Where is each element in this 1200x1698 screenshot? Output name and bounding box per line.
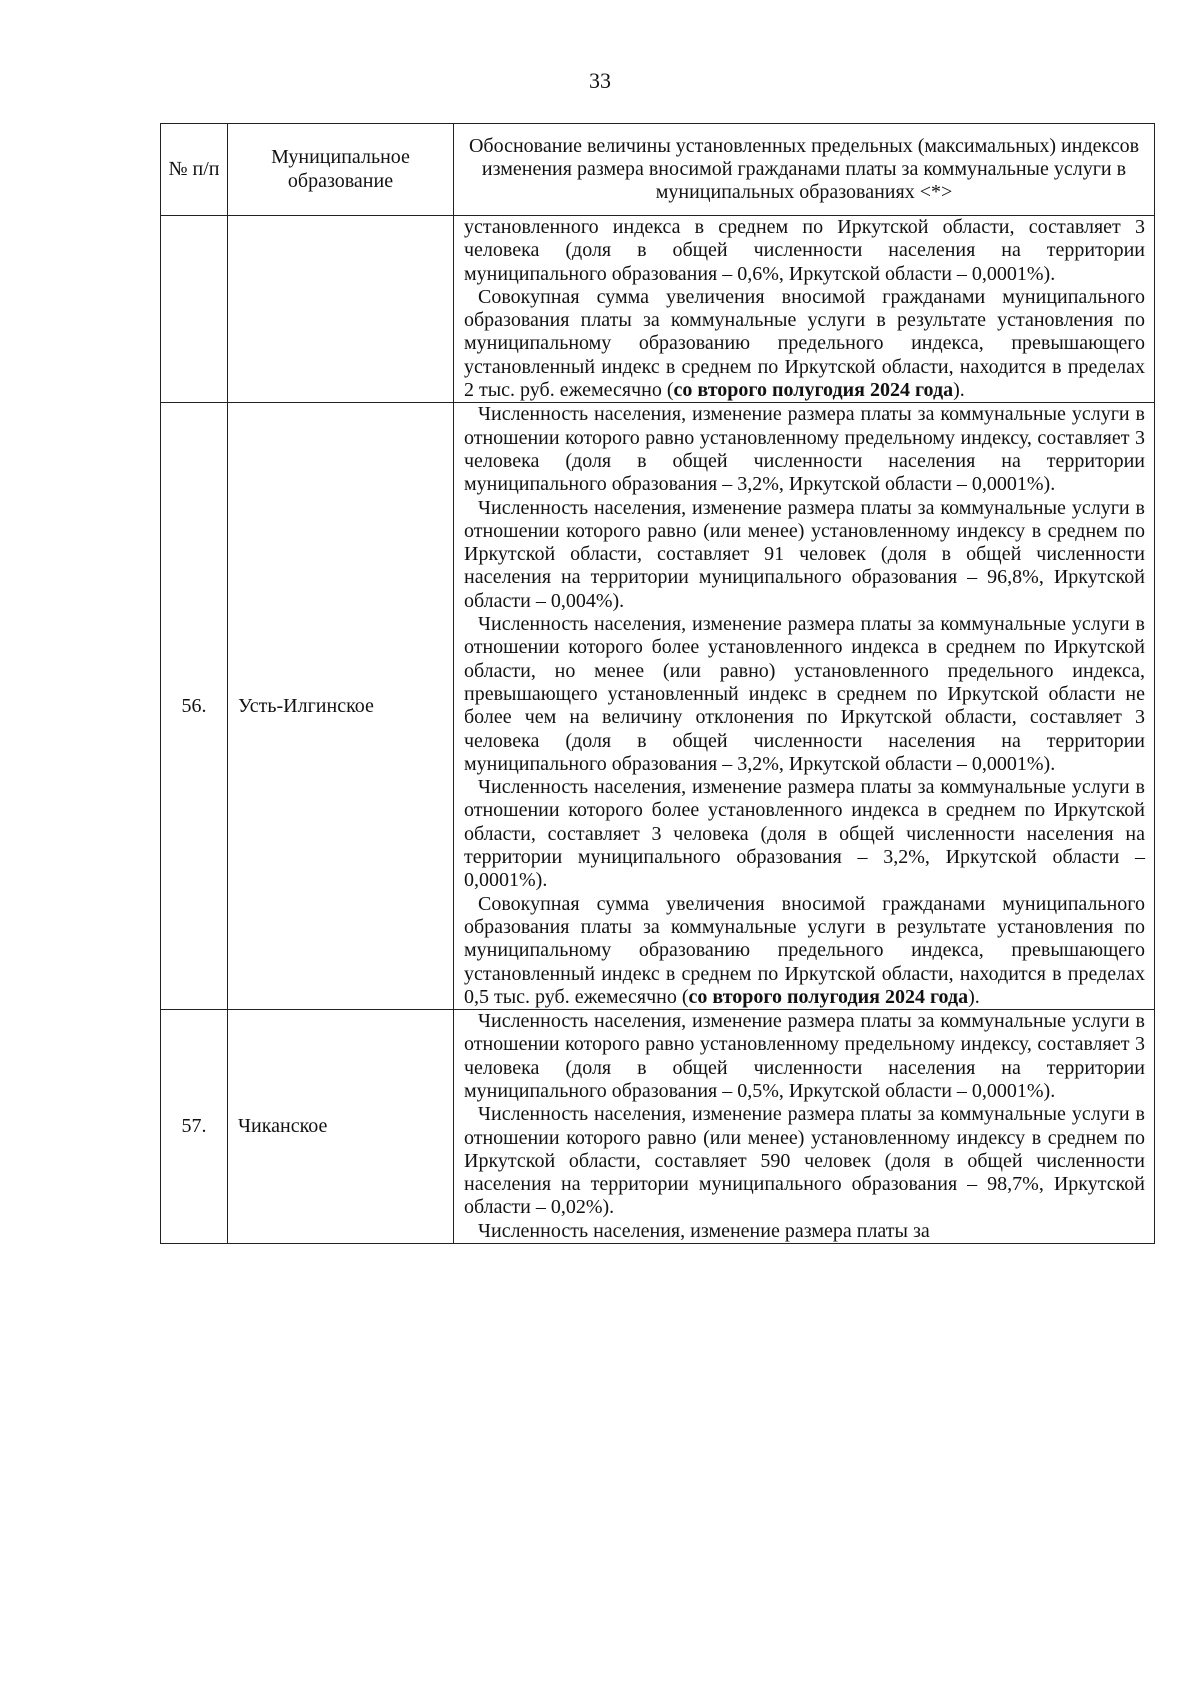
table-row [161,216,1155,403]
period-emphasis: со второго полугодия 2024 года [688,985,969,1008]
table-header [161,124,1155,216]
paragraph-end: ). [968,985,980,1008]
paragraph: Численность населения, изменение размера платы за коммунальные услуги в отношении которого равно (или менее) установленному индексу в среднем по Иркутской области, составляет 91 человек (доля в общей численности населения на территории муниципального образования – 96,8%, Иркутской области – 0,004%). [464,496,1145,612]
paragraph [464,286,1145,402]
paragraph-text: Совокупная сумма увеличения вносимой гражданами муниципального образования платы за коммунальные услуги в результате установления по муниципальному образованию предельного индекса, превышающего установленный индекс в среднем по Иркутской области, находится в пределах 2 тыс. руб. ежемесячно ( [464,285,1145,402]
paragraph-end: ). [953,379,965,402]
paragraph: Численность населения, изменение размера платы за коммунальные услуги в отношении которого равно установленному предельному индексу, составляет 3 человека (доля в общей численности населения на территории муниципального образования – 3,2%, Иркутской области – 0,0001%). [464,403,1145,496]
paragraph: Численность населения, изменение размера платы за коммунальные услуги в отношении которого более установленного индекса в среднем по Иркутской области, составляет 3 человека (доля в общей численности населения на территории муниципального образования – 3,2%, Иркутской области – 0,0001%). [464,776,1145,892]
paragraph: Численность населения, изменение размера платы за [478,1219,930,1242]
paragraph: Численность населения, изменение размера платы за коммунальные услуги в отношении которого равно установленному предельному индексу, составляет 3 человека (доля в общей численности населения на территории муниципального образования – 0,5%, Иркутской области – 0,0001%). [464,1010,1145,1102]
paragraph: Численность населения, изменение размера платы за коммунальные услуги в отношении которого равно (или менее) установленному индексу в среднем по Иркутской области, составляет 590 человек (доля в общей численности населения на территории муниципального образования – 98,7%, Иркутской области – 0,02%). [464,1103,1145,1219]
municipality-name: Чиканское [228,1010,454,1244]
municipality-name [228,216,454,403]
period-emphasis: со второго полугодия 2024 года [673,379,954,402]
paragraph [464,893,1145,1009]
paragraph: Численность населения, изменение размера платы за коммунальные услуги в отношении которого более установленного индекса в среднем по Иркутской области, но менее (или равно) установленного предельного индекса, превышающего установленный индекс в среднем по Иркутской области не более чем на величину отклонения по Иркутской области, составляет 3 человека (доля в общей численности населения на территории муниципального образования – 3,2%, Иркутской области – 0,0001%). [464,613,1145,775]
row-number: 57. [161,1010,228,1244]
justification-cell [454,216,1155,403]
header-municipality: Муниципальное образование [228,124,454,216]
justification-table [160,123,1155,1244]
row-number: 56. [161,403,228,1010]
table-row [161,403,1155,1010]
table-row [161,1010,1155,1244]
row-number [161,216,228,403]
page-number: 33 [589,68,611,93]
justification-cell [454,403,1155,1010]
paragraph: установленного индекса в среднем по Иркутской области, составляет 3 человека (доля в общей численности населения на территории муниципального образования – 0,6%, Иркутской области – 0,0001%). [464,216,1145,285]
paragraph-text: Совокупная сумма увеличения вносимой гражданами муниципального образования платы за коммунальные услуги в результате установления по муниципальному образованию предельного индекса, превышающего установленный индекс в среднем по Иркутской области, находится в пределах 0,5 тыс. руб. ежемесячно ( [464,892,1145,1008]
header-justification: Обоснование величины установленных предельных (максимальных) индексов изменения размера вносимой гражданами платы за коммунальные услуги в муниципальных образованиях <*> [454,124,1155,216]
municipality-name: Усть-Илгинское [228,403,454,1010]
justification-cell [454,1010,1155,1244]
header-num: № п/п [161,124,228,216]
